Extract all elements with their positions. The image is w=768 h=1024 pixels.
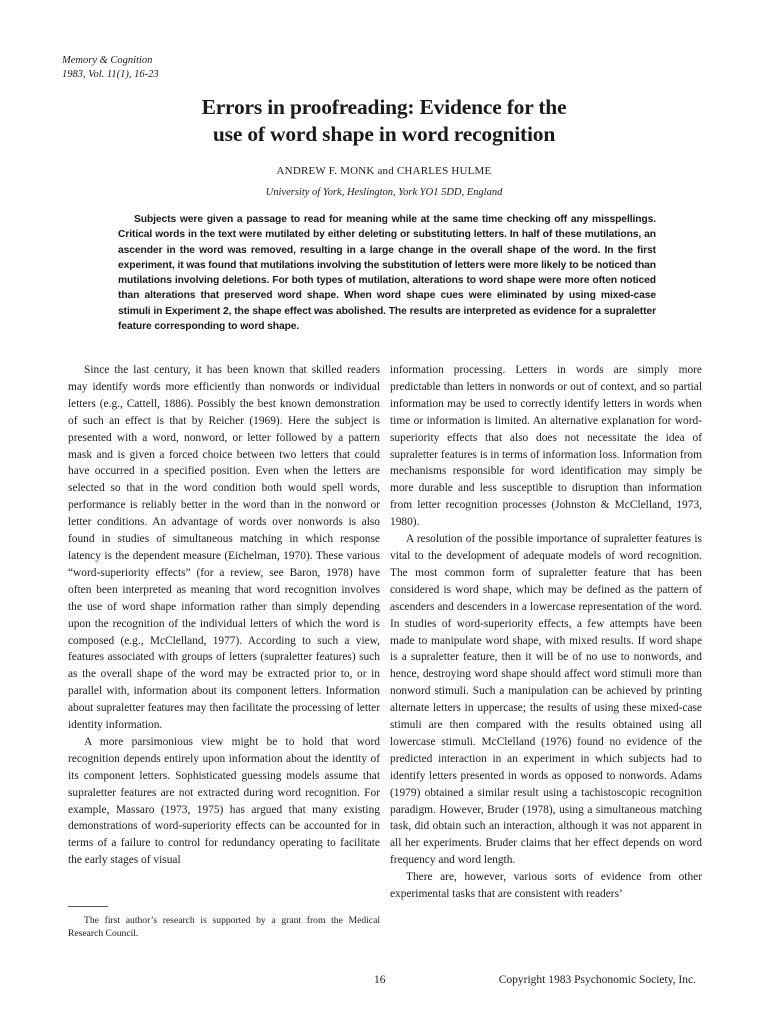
journal-name: Memory & Cognition xyxy=(62,55,153,66)
footnote-divider xyxy=(68,906,108,907)
body-paragraph-continued: information processing. Letters in words are simply more predictable than letters in nonwords or out of context, and so partial information may be used to correctly identify letters in words when time or information is limited. An alternative explanation for word-superiority effects that also does not necessitate the idea of supraletter features is in terms of information loss. Information from mechanisms responsible for word identification may simply be more durable and less susceptible to disruption than information from letter recognition processes (Johnston & McClelland, 1973, 1980). xyxy=(390,364,702,529)
authors: ANDREW F. MONK and CHARLES HULME xyxy=(276,165,492,177)
title-line-2: use of word shape in word recognition xyxy=(212,122,556,146)
body-paragraph: A resolution of the possible importance of supraletter features is vital to the development of adequate models of word recognition. The most common form of supraletter feature that has been considered is word shape, which may be defined as the pattern of ascenders and descenders in a lowercase representation of the word. In studies of word-superiority effects, a few attempts have been made to manipulate word shape, with mixed results. If word shape is a supraletter feature, then it will be of no use to nonwords, and hence, destroying word shape should affect word stimuli more than nonword stimuli. Such a manipulation can be achieved by printing alternate letters in uppercase; the results of using these mixed-case stimuli are then compared with the results obtained using all lowercase stimuli. McClelland (1976) found no evidence of the predicted interaction in an experiment in which subjects had to identify letters presented in words as opposed to nonwords. Adams (1979) obtained a similar result using a tachistoscopic recognition paradigm. However, Bruder (1978), using a simultaneous matching task, did obtain such an interaction, although it was not apparent in all her experiments. Bruder claims that her effect depends on word frequency and word length. xyxy=(390,533,702,867)
journal-citation xyxy=(62,54,159,82)
body-paragraph: Since the last century, it has been known that skilled readers may identify words more efficiently than nonwords or individual letters (e.g., Cattell, 1886). Possibly the best known demonstration of such an effect is that by Reicher (1969). Here the subject is presented with a word, nonword, or letter followed by a pattern mask and is given a forced choice between two letters that could have occurred in a specified position. Even when the letters are selected so that in the word condition both would spell words, performance is reliably better in the word than in the nonword or letter conditions. An advantage of words over nonwords is also found in studies of simultaneous matching in which response latency is the dependent measure (Eichelman, 1970). These various “word-superiority effects” (for a review, see Baron, 1978) have often been interpreted as meaning that word recognition involves the use of word shape information rather than simply depending upon the recognition of the individual letters of which the word is composed (e.g., McClelland, 1977). According to such a view, features associated with groups of letters (supraletter features) such as the overall shape of the word may be extracted prior to, or in parallel with, information about its component letters. Information about supraletter features may then facilitate the processing of letter identity information. xyxy=(68,364,380,732)
page-number: 16 xyxy=(374,974,386,986)
abstract: Subjects were given a passage to read for meaning while at the same time checking off any misspellings. Critical words in the text were mutilated by either deleting or substituting letters. In half of these mutilations, an ascender in the word was removed, resulting in a large change in the overall shape of the word. In the first experiment, it was found that mutilations involving the substitution of letters were more likely to be noticed than mutilations involving deletions. For both types of mutilation, alterations to word shape were more often noticed than alterations that preserved word shape. When word shape cues were eliminated by using mixed-case stimuli in Experiment 2, the shape effect was abolished. The results are interpreted as evidence for a supraletter feature corresponding to word shape. xyxy=(118,214,656,333)
journal-volume: 1983, Vol. 11(1), 16-23 xyxy=(62,69,159,80)
body-paragraph: A more parsimonious view might be to hold that word recognition depends entirely upon information about the identity of its component letters. Sophisticated guessing models assume that supraletter features are not extracted during word recognition. For example, Massaro (1973, 1975) has argued that many existing demonstrations of word-superiority effects can be accounted for in terms of a failure to control for redundancy operating to facilitate the early stages of visual xyxy=(68,735,380,867)
title-line-1: Errors in proofreading: Evidence for the xyxy=(201,95,567,119)
right-column xyxy=(390,362,702,903)
left-column xyxy=(68,362,380,869)
copyright-notice: Copyright 1983 Psychonomic Society, Inc. xyxy=(498,974,696,986)
affiliation: University of York, Heslington, York YO1 5DD, England xyxy=(265,187,503,198)
article-title xyxy=(0,94,768,148)
footnote: The first author’s research is supported by a grant from the Medical Research Council. xyxy=(68,915,380,939)
body-paragraph: There are, however, various sorts of evidence from other experimental tasks that are consistent with readers’ xyxy=(390,871,702,901)
